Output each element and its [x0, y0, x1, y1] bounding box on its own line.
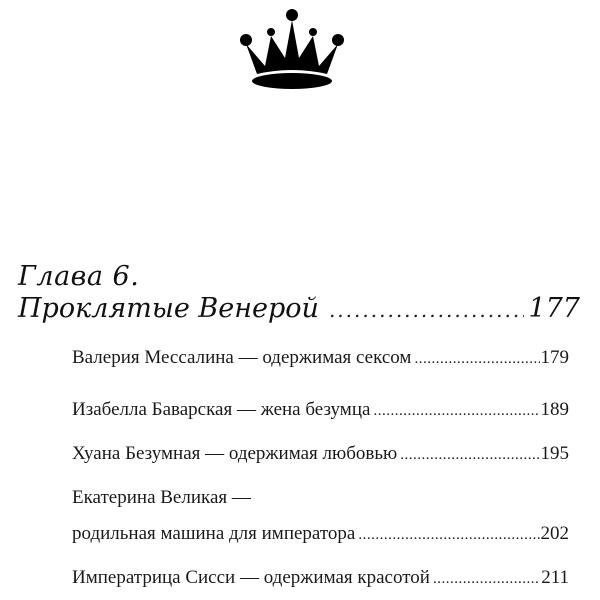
- toc-entry: [72, 442, 569, 467]
- dot-leader: [433, 567, 540, 591]
- toc-entry: [72, 566, 569, 591]
- chapter-title: Проклятые Венерой: [18, 293, 319, 324]
- toc-entry-title-line1: Екатерина Великая —: [72, 487, 251, 508]
- toc-entry-title: Изабелла Баварская — жена безумца: [72, 399, 371, 420]
- toc-entry-page: 202: [540, 523, 569, 544]
- toc-entry-title: Хуана Безумная — одержимая любовью: [72, 443, 398, 464]
- toc-entry-title: родильная машина для императора: [72, 523, 356, 544]
- toc-entry-page: 179: [540, 347, 569, 368]
- chapter-title-line: [18, 292, 580, 327]
- toc-entry-page: 195: [540, 443, 569, 464]
- toc-entry: [72, 486, 569, 547]
- toc-entry-title: Императрица Сисси — одержимая красотой: [72, 567, 430, 588]
- toc-entry-page: 189: [540, 399, 569, 420]
- toc-entry: [72, 346, 569, 371]
- toc-entry-page: 211: [541, 567, 569, 588]
- chapter-heading: [18, 262, 580, 327]
- chapter-label: Глава 6.: [18, 261, 140, 292]
- toc-entry-title: Валерия Мессалина — одержимая сексом: [72, 347, 412, 368]
- dot-leader: [373, 399, 539, 423]
- chapter-page: 177: [528, 293, 580, 324]
- dot-leader: [400, 443, 539, 467]
- dot-leader: [358, 523, 539, 547]
- dot-leader: [329, 293, 525, 327]
- toc-entry: [72, 398, 569, 423]
- dot-leader: [414, 347, 539, 371]
- crown-icon: [237, 8, 347, 90]
